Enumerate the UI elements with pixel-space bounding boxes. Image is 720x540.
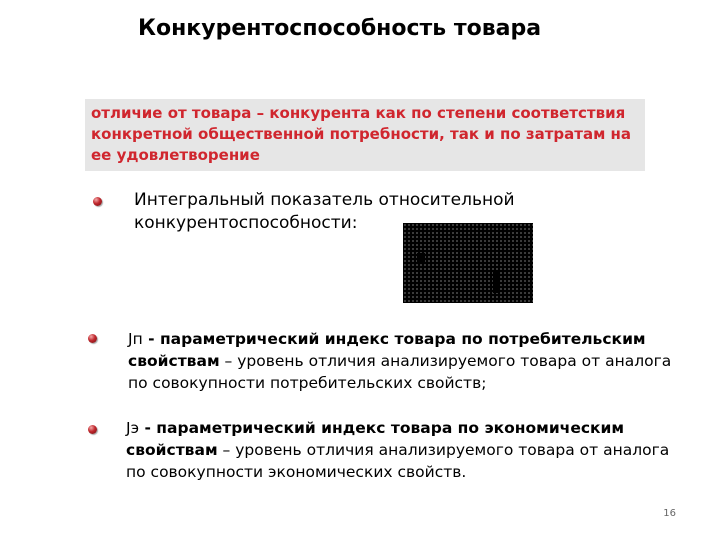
index-symbol: Jэ: [126, 419, 140, 437]
bullet-icon: [88, 425, 97, 434]
bullet-icon: [88, 334, 97, 343]
index-bold-text: - параметрический индекс товара по экономическим свойствам: [126, 419, 625, 459]
index-description: – уровень отличия анализируемого товара от аналога по совокупности экономических свойств.: [126, 441, 670, 481]
page-number: 16: [663, 508, 676, 519]
index-description: – уровень отличия анализируемого товара от аналога по совокупности потребительских свойств;: [128, 352, 672, 392]
page-title: Конкурентоспособность товара: [138, 16, 542, 41]
index-bold-text: - параметрический индекс товара по потребительским свойствам: [128, 330, 646, 370]
index-item-consumer: [128, 328, 688, 394]
formula-image: [403, 223, 533, 303]
integral-indicator-text: Интегральный показатель относительной конкурентоспособности:: [134, 190, 515, 233]
definition-box: [85, 99, 645, 171]
definition-text: отличие от товара – конкурента как по степени соответствия конкретной общественной потребности, так и по затратам на ее удовлетворение: [91, 104, 632, 164]
index-item-economic: [126, 417, 686, 483]
bullet-icon: [93, 197, 102, 206]
index-symbol: Jп: [128, 330, 143, 348]
